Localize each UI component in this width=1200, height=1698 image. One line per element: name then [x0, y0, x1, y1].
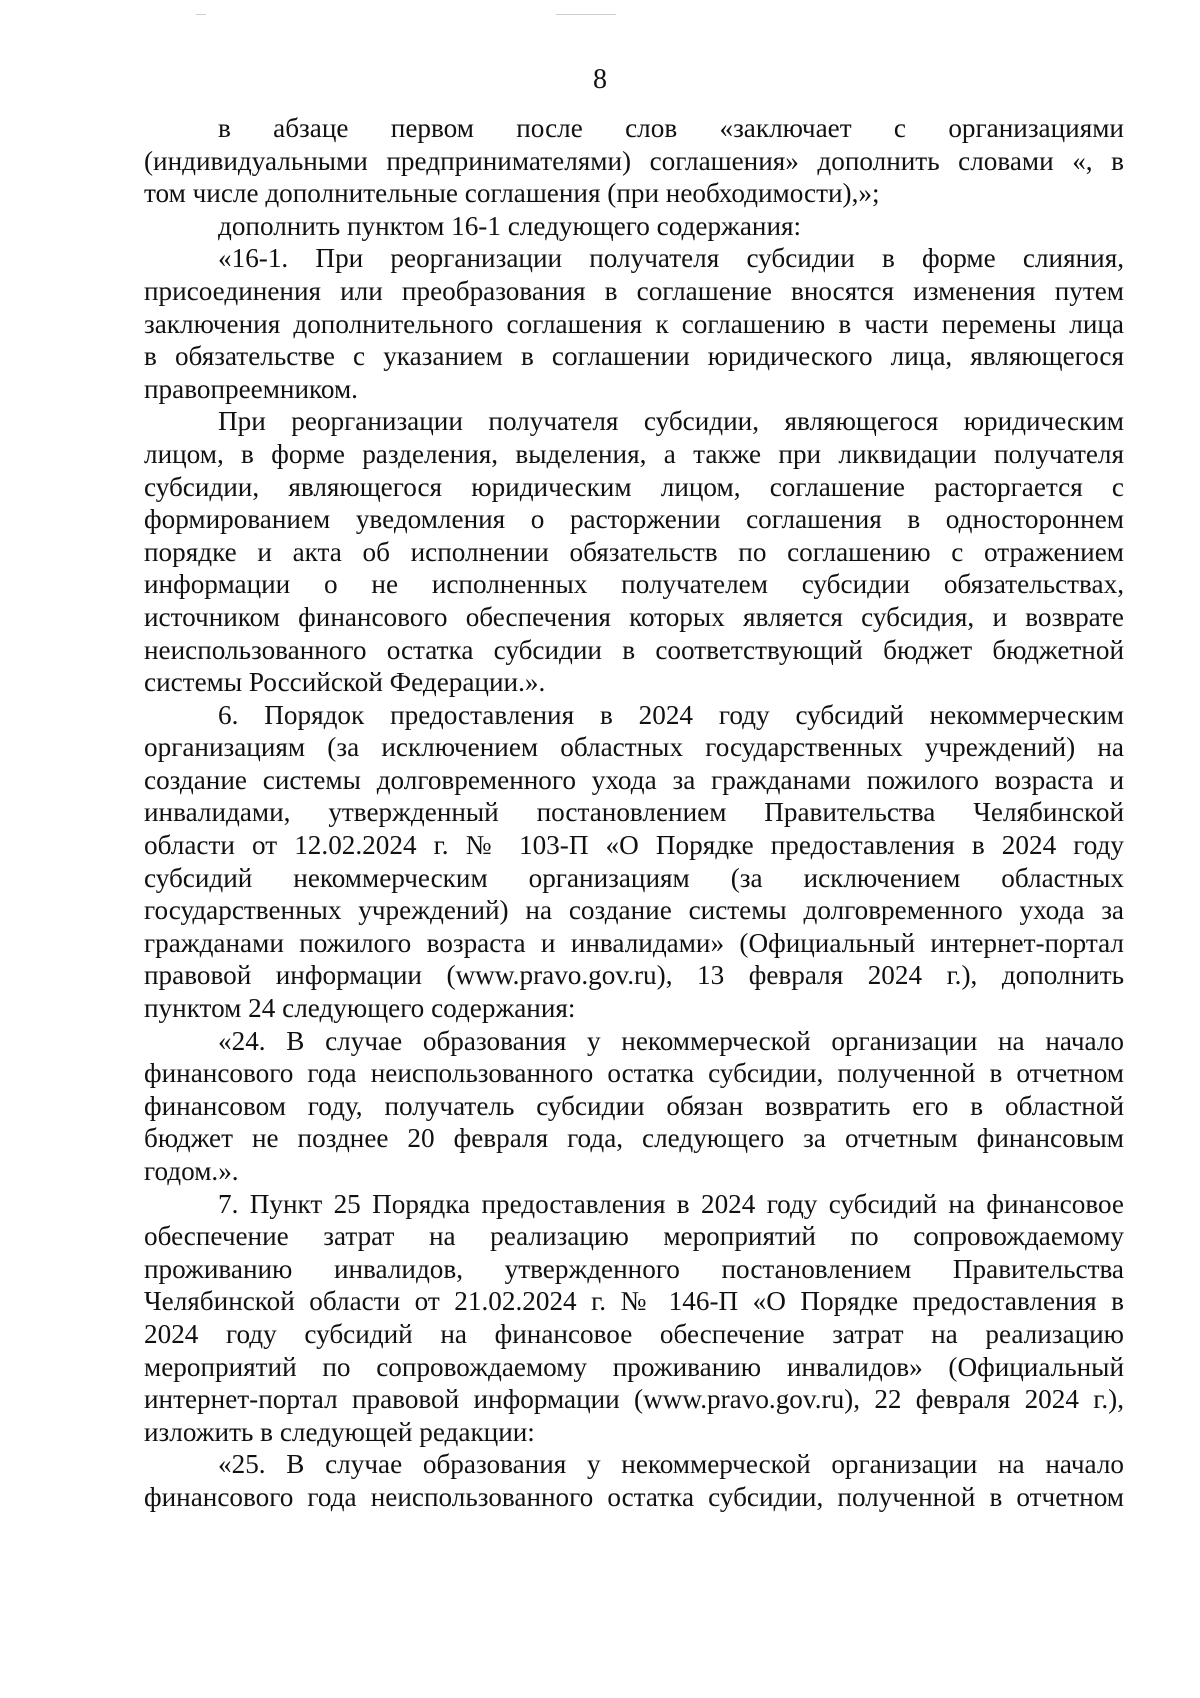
text-line: «25. В случае образования у некоммерческой организации на начало [218, 1449, 1124, 1480]
text-line: Челябинской области от 21.02.2024 г. № 146-П «О Порядке предоставления в [144, 1286, 1124, 1317]
text-line: 7. Пункт 25 Порядка предоставления в 2024 году субсидий на финансовое [218, 1188, 1124, 1219]
text-line: субсидий некоммерческим организациям (за исключением областных [144, 862, 1124, 893]
text-line: годом.». [144, 1156, 239, 1186]
text-line: источником финансового обеспечения которых является субсидия, и возврате [144, 601, 1124, 632]
text-line: формированием уведомления о расторжении соглашения в одностороннем [144, 504, 1124, 535]
text-line: бюджет не позднее 20 февраля года, следующего за отчетным финансовым [144, 1123, 1124, 1154]
text-line: том числе дополнительные соглашения (при необходимости),»; [144, 178, 880, 209]
text-line: проживанию инвалидов, утвержденного постановлением Правительства [144, 1253, 1124, 1284]
text-line: обеспечение затрат на реализацию мероприятий по сопровождаемому [144, 1221, 1124, 1252]
scan-artifact [556, 14, 616, 15]
text-line: правопреемником. [144, 373, 358, 404]
text-line: информации о не исполненных получателем субсидии обязательствах, [144, 569, 1124, 600]
text-line: неиспользованного остатка субсидии в соответствующий бюджет бюджетной [144, 634, 1124, 665]
text-line: изложить в следующей редакции: [144, 1416, 535, 1447]
text-line: в обязательстве с указанием в соглашении юридического лица, являющегося [144, 341, 1124, 372]
scan-artifact [196, 14, 206, 15]
text-line: присоединения или преобразования в соглашение вносятся изменения путем [144, 275, 1124, 306]
text-line: 6. Порядок предоставления в 2024 году субсидий некоммерческим [218, 699, 1124, 730]
text-line: государственных учреждений) на создание системы долговременного ухода за [144, 895, 1124, 926]
text-line: дополнить пунктом 16-1 следующего содержания: [218, 210, 802, 241]
text-line: правовой информации (www.pravo.gov.ru), 13 февраля 2024 г.), дополнить [144, 960, 1124, 991]
text-line: финансовом году, получатель субсидии обязан возвратить его в областной [144, 1090, 1124, 1121]
text-line: создание системы долговременного ухода за гражданами пожилого возраста и [144, 764, 1124, 795]
text-line: мероприятий по сопровождаемому проживанию инвалидов» (Официальный [144, 1351, 1124, 1382]
text-line: интернет-портал правовой информации (www.pravo.gov.ru), 22 февраля 2024 г.), [144, 1384, 1124, 1415]
text-line: При реорганизации получателя субсидии, являющегося юридическим [218, 406, 1124, 437]
text-line: инвалидами, утвержденный постановлением Правительства Челябинской [144, 797, 1124, 828]
text-line: гражданами пожилого возраста и инвалидами» (Официальный интернет-портал [144, 927, 1124, 958]
text-line: организациям (за исключением областных государственных учреждений) на [144, 732, 1124, 763]
text-line: пунктом 24 следующего содержания: [144, 993, 576, 1024]
text-line: «24. В случае образования у некоммерческой организации на начало [218, 1025, 1124, 1056]
text-line: субсидии, являющегося юридическим лицом, соглашение расторгается с [144, 471, 1124, 502]
text-line: порядке и акта об исполнении обязательств по соглашению с отражением [144, 536, 1124, 567]
text-line: финансового года неиспользованного остатка субсидии, полученной в отчетном [144, 1481, 1124, 1512]
text-line: (индивидуальными предпринимателями) соглашения» дополнить словами «, в [144, 145, 1124, 176]
text-line: лицом, в форме разделения, выделения, а также при ликвидации получателя [144, 438, 1124, 469]
text-line: 2024 году субсидий на финансовое обеспечение затрат на реализацию [144, 1318, 1124, 1349]
text-line: в абзаце первом после слов «заключает с организациями [218, 113, 1124, 143]
document-body [144, 112, 1124, 1514]
text-line: «16-1. При реорганизации получателя субсидии в форме слияния, [218, 243, 1124, 274]
text-line: системы Российской Федерации.». [144, 667, 546, 698]
text-line: области от 12.02.2024 г. № 103-П «О Порядке предоставления в 2024 году [144, 830, 1124, 861]
text-line: заключения дополнительного соглашения к соглашению в части перемены лица [144, 308, 1124, 339]
text-line: финансового года неиспользованного остатка субсидии, полученной в отчетном [144, 1058, 1124, 1089]
page-number: 8 [593, 64, 607, 95]
